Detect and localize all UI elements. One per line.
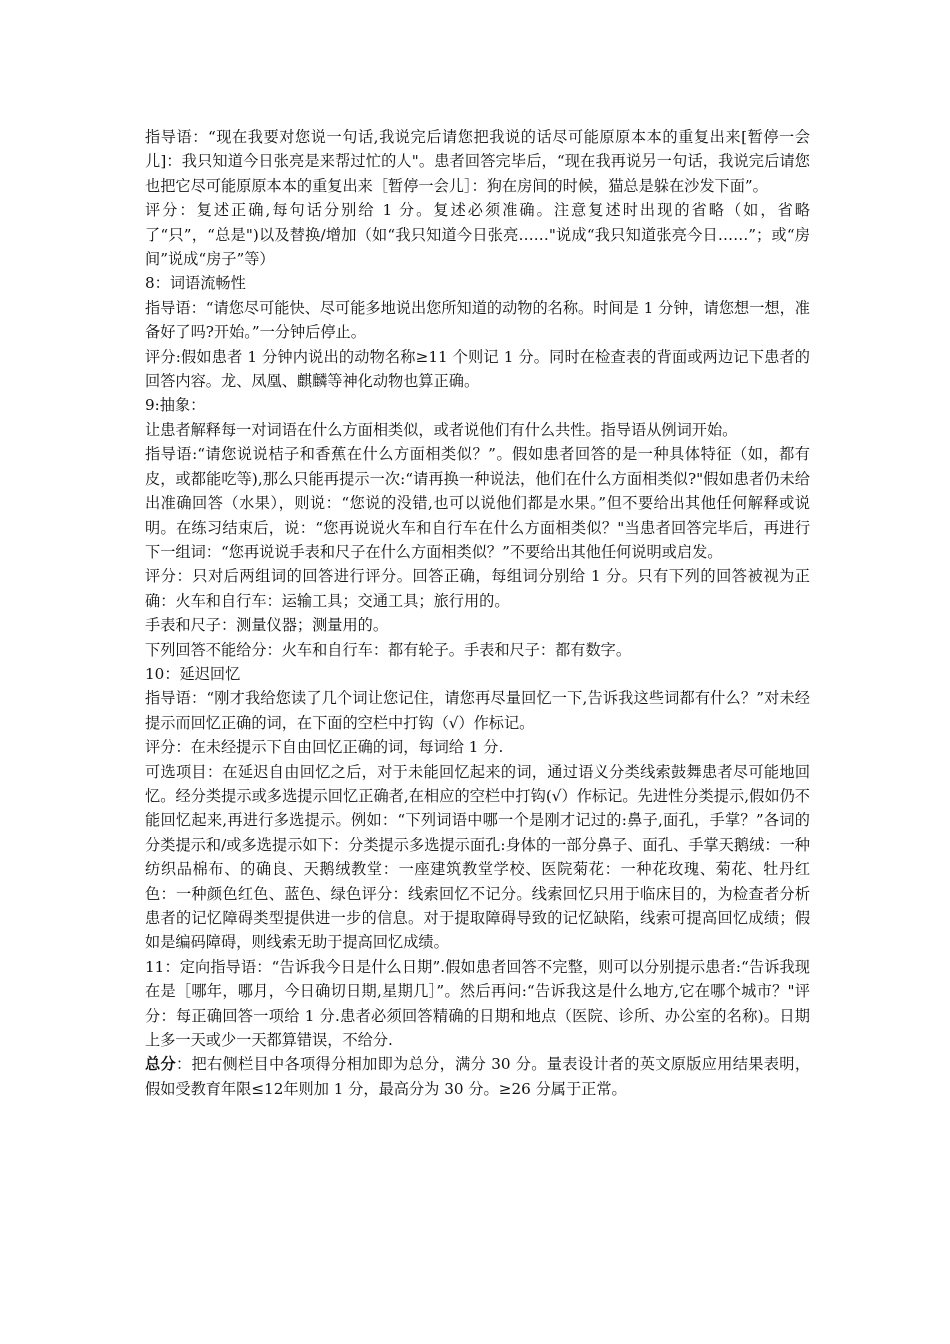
document-body [145, 125, 810, 1101]
heading-abstraction: 9:抽象： [145, 396, 206, 415]
paragraph-no-score-answers: 下列回答不能给分：火车和自行车：都有轮子。手表和尺子：都有数字。 [145, 640, 631, 659]
paragraph-instruction-fluency: 指导语：“请您尽可能快、尽可能多地说出您所知道的动物的名称。时间是 1 分钟，请您想一想，准备好了吗?开始。”一分钟后停止。 [145, 298, 810, 342]
paragraph-orientation: 11：定向指导语：“告诉我今日是什么日期”.假如患者回答不完整，则可以分别提示患者:“告诉我现在是［哪年，哪月，今日确切日期,星期几］”。然后再问:“告诉我这是什么地方,它在哪个城市？"评分：每正确回答一项给 1 分.患者必须回答精确的日期和地点（医院、诊所、办公室的名称)。日期上多一天或少一天都算错误，不给分. [145, 957, 810, 1050]
paragraph-scoring-recall: 评分：在未经提示下自由回忆正确的词，每词给 1 分. [145, 738, 504, 757]
paragraph-instruction-recall: 指导语：“刚才我给您读了几个词让您记住，请您再尽量回忆一下,告诉我这些词都有什么？”对未经提示而回忆正确的词，在下面的空栏中打钩（√）作标记。 [145, 689, 810, 732]
total-score-text: ：把右侧栏目中各项得分相加即为总分，满分 30 分。量表设计者的英文原版应用结果表明，假如受教育年限≤12年则加 1 分，最高分为 30 分。≥26 分属于正常。 [145, 1055, 811, 1098]
paragraph-instruction-abstraction: 指导语:“请您说说桔子和香蕉在什么方面相类似？”。假如患者回答的是一种具体特征（如，都有皮，或都能吃等),那么只能再提示一次:“请再换一种说法，他们在什么方面相类似?"假如患者仍未给出准确回答（水果），则说：“您说的没错,也可以说他们都是水果。”但不要给出其他任何解释或说明。在练习结束后，说：“您再说说火车和自行车在什么方面相类似？"当患者回答完毕后，再进行下一组词：“您再说说手表和尺子在什么方面相类似？”不要给出其他任何说明或启发。 [145, 445, 811, 561]
paragraph-scoring-repeat: 评分：复述正确,每句话分别给 1 分。复述必须准确。注意复述时出现的省略（如，省略了“只”，“总是")以及替换/增加（如“我只知道今日张亮……"说成“我只知道张亮今日……”；或“房间”说成“房子”等） [145, 201, 810, 269]
paragraph-total-score [145, 1052, 810, 1101]
total-score-label: 总分 [145, 1055, 177, 1074]
paragraph-instruction-repeat: 指导语：“现在我要对您说一句话,我说完后请您把我说的话尽可能原原本本的重复出来[暂停一会儿]：我只知道今日张亮是来帮过忙的人"。患者回答完毕后，“现在我再说另一句话，我说完后请您也把它尽可能原原本本的重复出来［暂停一会儿］：狗在房间的时候，猫总是躲在沙发下面”。 [145, 128, 810, 195]
paragraph-watch-ruler: 手表和尺子：测量仪器；测量用的。 [145, 616, 388, 635]
paragraph-scoring-fluency: 评分:假如患者 1 分钟内说出的动物名称≥11 个则记 1 分。同时在检查表的背面或两边记下患者的回答内容。龙、凤凰、麒麟等神化动物也算正确。 [145, 347, 810, 391]
heading-verbal-fluency: 8：词语流畅性 [145, 274, 246, 293]
heading-delayed-recall: 10：延迟回忆 [145, 664, 241, 683]
paragraph-optional-items: 可选项目：在延迟自由回忆之后，对于未能回忆起来的词，通过语义分类线索鼓舞患者尽可能地回忆。经分类提示或多选提示回忆正确者,在相应的空栏中打钩(√）作标记。先进性分类提示,假如仍不能回忆起来,再进行多选提示。例如：“下列词语中哪一个是刚才记过的:鼻子,面孔，手掌？”各词的分类提示和/或多选提示如下：分类提示多选提示面孔:身体的一部分鼻子、面孔、手掌天鹅绒：一种纺织品棉布、的确良、天鹅绒教堂：一座建筑教堂学校、医院菊花：一种花玫瑰、菊花、牡丹红色：一种颜色红色、蓝色、绿色评分：线索回忆不记分。线索回忆只用于临床目的，为检查者分析患者的记忆障碍类型提供进一步的信息。对于提取障碍导致的记忆缺陷，线索可提高回忆成绩；假如是编码障碍，则线索无助于提高回忆成绩。 [145, 762, 810, 952]
paragraph-scoring-abstraction: 评分：只对后两组词的回答进行评分。回答正确，每组词分别给 1 分。只有下列的回答被视为正确：火车和自行车：运输工具；交通工具；旅行用的。 [145, 567, 810, 610]
paragraph-abstraction-intro: 让患者解释每一对词语在什么方面相类似，或者说他们有什么共性。指导语从例词开始。 [145, 420, 738, 439]
